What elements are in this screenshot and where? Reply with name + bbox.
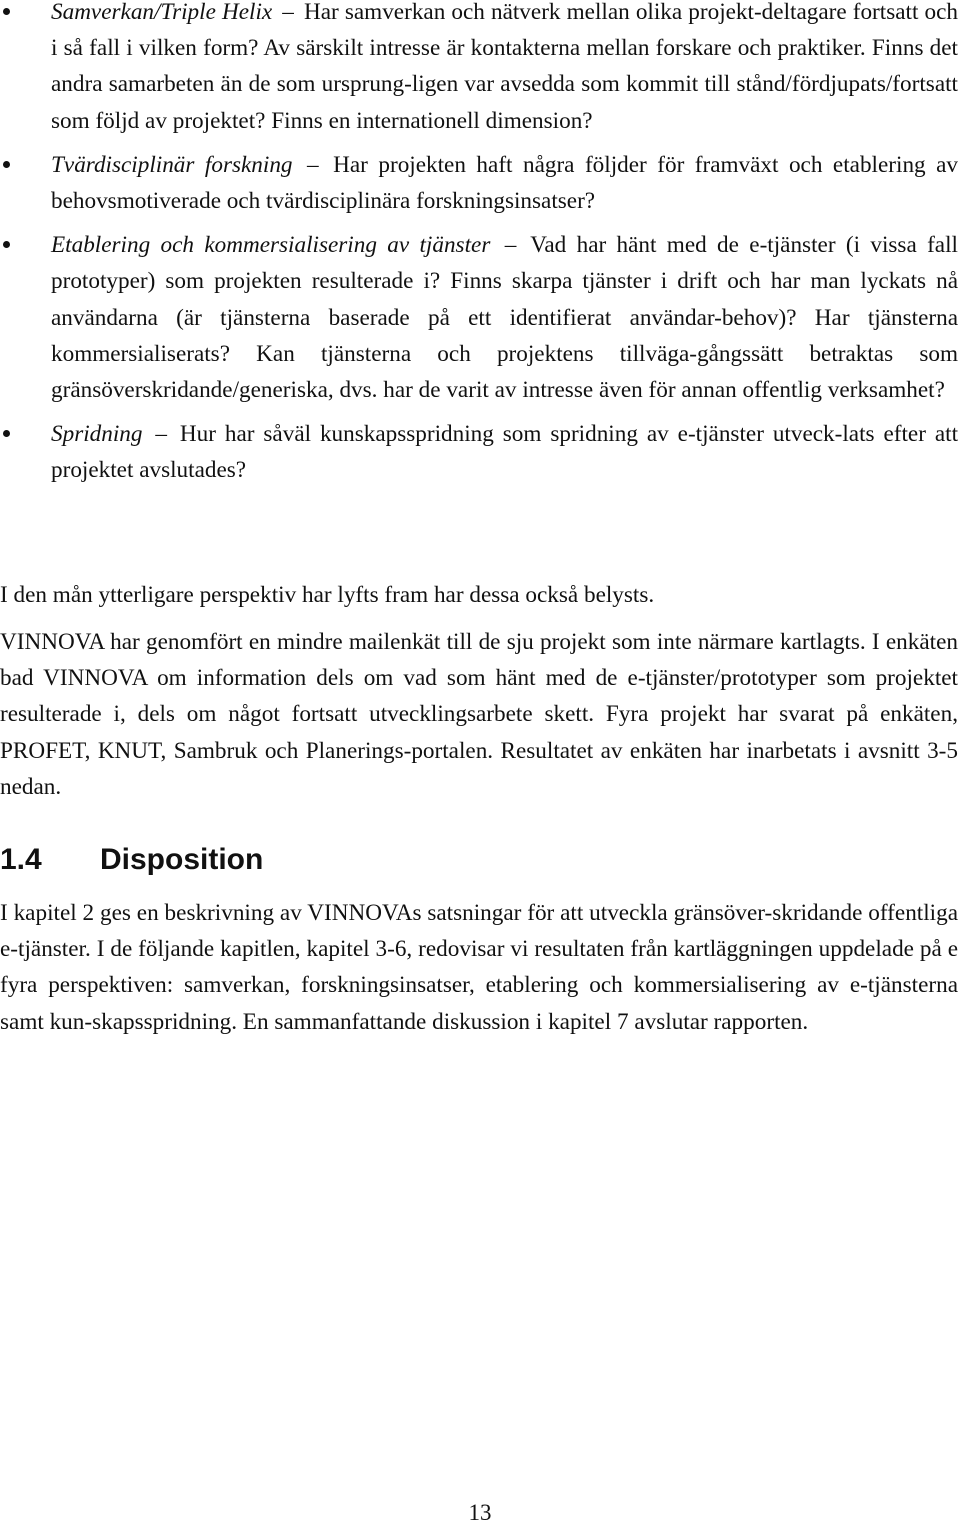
bullet-item-samverkan — [0, 0, 958, 139]
bullet-dash: – — [307, 151, 319, 178]
bullet-item-tvardisciplinar — [0, 147, 958, 219]
section-heading — [0, 838, 263, 882]
perspective-bullet-list — [0, 0, 958, 497]
paragraph-vinnova-survey: VINNOVA har genomfört en mindre mailenkät till de sju projekt som inte närmare kartlagts. I enkäten bad VINNOVA om information dels om vad som hänt med de e-tjänster/prototyper som projektet resulterade i, dels om något fortsatt utvecklingsarbete skett. Fyra projekt har svarat på enkäten, PROFET, KNUT, Sambruk och Planerings-portalen. Resultatet av enkäten har inarbetats i avsnitt 3-5 nedan. — [0, 629, 958, 800]
bullet-text: Hur har såväl kunskapsspridning som spridning av e-tjänster utveck-lats efter att projektet avslutades? — [51, 421, 959, 484]
section-number: 1.4 — [0, 843, 42, 876]
bullet-text: Har samverkan och nätverk mellan olika projekt-deltagare fortsatt och i så fall i vilken form? Av särskilt intresse är kontakterna mellan forskare och praktiker. Finns det andra samarbeten än de som ursprung-ligen var avsedda som kommit till stånd/fördjupats/fortsatt som följd av projektet? Finns en internationell dimension? — [51, 0, 959, 134]
section-title: Disposition — [100, 843, 264, 876]
paragraph-disposition: I kapitel 2 ges en beskrivning av VINNOVAs satsningar för att utveckla gränsöver-skridande offentliga e-tjänster. I de följande kapitlen, kapitel 3-6, redovisar vi resultaten från kartläggningen uppdelade på e fyra perspektiven: samverkan, forskningsinsatser, etablering och kommersialisering av e-tjänsterna samt kun-skapsspridning. En sammanfattande diskussion i kapitel 7 avslutar rapporten. — [0, 900, 958, 1035]
bullet-dash: – — [504, 232, 517, 259]
bullet-term: Tvärdisciplinär forskning — [51, 151, 293, 178]
page-number: 13 — [468, 1500, 492, 1525]
bullet-dash: – — [282, 0, 294, 25]
bullet-text: Har projekten haft några följder för framväxt och etablering av behovsmotiverade och tvärdisciplinära forskningsinsatser? — [51, 151, 959, 215]
bullet-term: Samverkan/Triple Helix — [51, 0, 273, 25]
bullet-text: Vad har hänt med de e-tjänster (i vissa fall prototyper) som projekten resulterade i? Finns skarpa tjänster i drift och har man lyckats nå användarna (är tjänsterna baserade på ett identifierat användar-behov)? Har tjänsterna kommersialiserats? Kan tjänsterna och projektens tillväga-gångssätt betraktas som gränsöverskridande/generiska, dvs. har de varit av intresse även för annan offentlig verksamhet? — [51, 232, 958, 404]
bullet-term: Spridning — [51, 421, 143, 448]
bullet-dash: – — [155, 421, 167, 448]
bullet-item-spridning — [0, 416, 958, 488]
bullet-dot-icon — [3, 241, 10, 248]
bullet-term: Etablering och kommersialisering av tjänster — [51, 232, 491, 259]
bullet-dot-icon — [3, 161, 10, 168]
bullet-dot-icon — [3, 8, 10, 15]
bullet-dot-icon — [3, 430, 10, 437]
paragraph-additional-perspectives: I den mån ytterligare perspektiv har lyfts fram har dessa också belysts. — [0, 582, 655, 608]
bullet-item-etablering — [0, 227, 958, 408]
